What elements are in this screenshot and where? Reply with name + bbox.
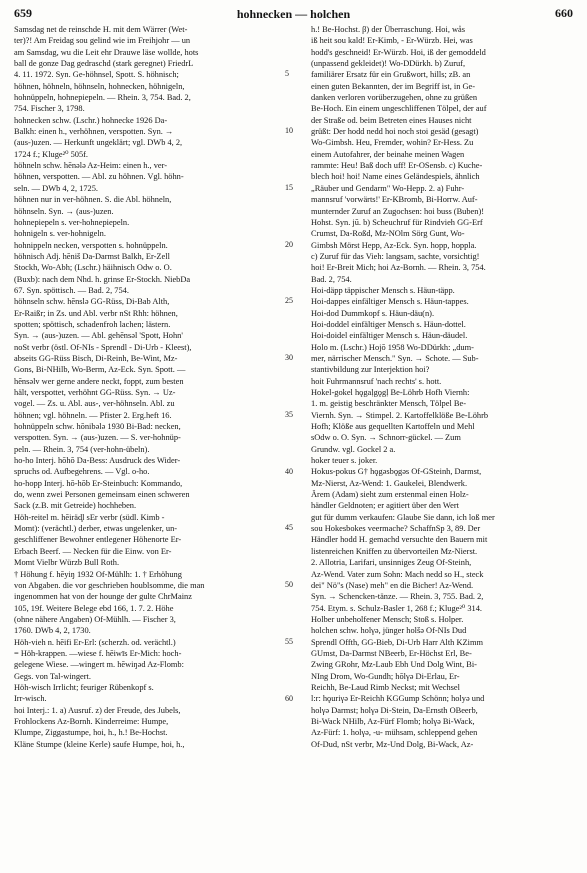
text-line: Kläne Stumpe (kleine Kerle) saufe Humpe, hoi, h., [14,739,185,749]
text-line: Bad. 2, 754. [311,274,352,284]
line-number: 50 [285,580,293,590]
left-column [14,24,276,750]
text-line: händler Geldnoten; er agitiert über den Wert [311,501,460,511]
line-number-gutter [279,24,307,864]
text-line: (unpassend gekleidet)! Wo-DDürkh. b) Zuruf, [311,59,466,69]
text-line: Crumst, Da-Roßd, Mz-NOlm Sörg Gunt, Wo- [311,229,465,239]
text-line: blech hoi! hoi! Name eines Geländespiels, ähnlich [311,172,480,182]
text-line: ter)?! Am Freidag sou gelind wie im Freihjohr — un [14,36,191,46]
left-page-number: 659 [14,6,32,20]
line-number: 45 [285,523,293,533]
text-line: 1724 f.; Kluge²⁰ 505f. [14,149,89,159]
text-line: ball de gonze Dag gedraschd (stark geregnet) FriedrL [14,59,194,69]
text-line: Hoi-däpp täppischer Mensch s. Häun-täpp. [311,285,455,295]
text-line: = Höh-krappen. —wiese f. hēiwīs Er-Mich: hoch- [14,648,182,658]
text-line: hoi Interj.: 1. a) Ausruf. z) der Freude, des Jubels, [14,705,181,715]
text-line: 4. 11. 1972. Syn. Ge-höhnsel, Spott. S. höhnisch; [14,70,179,80]
text-line: verspotten. Syn. → (aus-)uzen. — S. ver-hohnüp- [14,433,181,443]
text-line: 1. m. geistig beschränkter Mensch, Tölpel Be- [311,399,466,409]
line-number: 10 [285,126,293,136]
line-number: 5 [285,69,289,79]
text-line: Balkh: einen h., verhöhnen, verspotten. Syn. → [14,127,174,137]
text-line: spotten; spöttisch, schadenfroh lachen; lästern. [14,319,171,329]
text-line: Grundw. vgl. Gockel 2 a. [311,444,396,454]
text-line: c) Zuruf für das Vieh: langsam, sachte, vorsichtig! [311,251,480,261]
text-line: gelegene Wiese. —wingert m. hēwiŋǝd Az-Flomb: [14,660,184,670]
text-line: (ohne nähere Angaben) Of-Mühlh. — Fischer 3, [14,614,176,624]
text-line: höhnen; vgl. höhneln. — Pfister 2. Erg.heft 16. [14,410,172,420]
text-line: Viernh. Syn. → Stimpel. 2. Kartoffelklöße Be-Löhrb [311,410,489,420]
text-line: der Straße od. beim Betreten eines Hauses nicht [311,115,472,125]
text-line: Höh-wisch Irrlicht; feuriger Rübenkopf s. [14,682,154,692]
text-line: höhnisch Adj. hēniš Da-Darmst Balkh, Er-Zell [14,251,170,261]
text-line: dei" Nö"s (Nase) meh" en die Bicher! Az-Wend. [311,580,474,590]
text-line: Hoi-doddel einfältiger Mensch s. Häun-dottel. [311,319,466,329]
text-line: „Räuber und Gendarm" Wo-Hepp. 2. a) Fuhr- [311,183,465,193]
text-line: 67. Syn. spöttisch. — Bad. 2, 754. [14,285,129,295]
text-line: Hoi-dappes einfältiger Mensch s. Häun-tappes. [311,297,469,307]
text-line: Momt Vielbr Würzb Bull Roth. [14,558,120,568]
text-line: hodd's geschneid! Er-Würzb. Hoi, iß der gemoddeld [311,47,486,57]
text-line: Sack (z.B. mit Getreide) hochheben. [14,501,137,511]
text-line: höhnen, höhneln, höhnseln, hohnecken, höhnigeln, [14,81,185,91]
text-line: peln. — Rhein. 3, 754 (ver-hohn-übeln). [14,444,150,454]
text-line: von Abgaben. die vor geschrieben houblsomme, die man [14,580,205,590]
text-line: Hokus-pokus G† hǫgəsbǫgəs Of-GSteinh, Darmst, [311,467,482,477]
text-line: 1760. DWb 4, 2, 1730. [14,626,91,636]
text-line: Be-Hoch. Ein einem ungeschliffenen Tölpel, der auf [311,104,487,114]
text-line: höhnseln schw. hēnslǝ GG-Rüss, Di-Bab Alth, [14,297,170,307]
text-line: einen guten Bekannten, der im Begriff ist, in Ge- [311,81,476,91]
text-line: hält, verspottet, verhöhnt GG-Rüss. Syn. → Uz- [14,388,176,397]
text-line: hohnecken schw. (Lschr.) hohnecke 1926 Da- [14,115,168,125]
text-line: hohnüppeln schw. hōnibəlǝ 1930 Bi-Bad: necken, [14,422,181,432]
text-line: hoker teuer s. joker. [311,456,378,466]
text-line: Mz-Nierst, Az-Wend: 1. Gaukelei, Blendwerk. [311,478,468,488]
text-line: gut für dumm verkaufen: Glaube Sie dann, ich loß mer [311,512,495,522]
text-line: am Samsdag, wu die Leit ehr Drauwe läse wollde, hots [14,47,199,57]
text-line: abseits GG-Rüss Bisch, Di-Reinh, Be-Wint, Mz- [14,353,178,363]
line-number: 15 [285,182,293,192]
text-line: † Höhung f. hēyiŋ 1932 Of-Mühlh: 1. † Erhöhung [14,569,182,579]
text-line: Syn. → (aus-)uzen. — Abl. gehēnsǝl 'Spott, Hohn' [14,331,183,341]
text-line: Hoi-dod Dummkopf s. Häun-däu(n). [311,308,435,318]
text-line: h.! Be-Hochst. β) der Überraschung. Hoi, wås [311,25,466,34]
text-line: Wo-Gimbsh. Heu, Fremder, wohin? Er-Hess. Zu [311,138,474,148]
text-line: höhneln schw. hēnəlǝ Az-Heim: einen h., ver- [14,161,168,171]
text-line: holγǝ Darmst; holγǝ Di-Stein, Da-Ernsth OBeerb, [311,705,478,715]
text-line: Samsdag net de reinschde H. mit dem Wärrer (Wet- [14,25,188,34]
text-line: 754. Fischer 3, 1798. [14,104,85,114]
text-line: Of-Dud, nSt verbr, Mz-Und Dolg, Bi-Wack, Az- [311,739,474,749]
text-line: hoi! Er-Breit Mich; hoi Az-Bornh. — Rhein. 3, 754. [311,263,486,273]
text-line: (Buxb): nach dem Nhd. h. grinse Er-Stockh. NiebDa [14,274,191,284]
text-line: do, wenn zwei Personen gemeinsam einen schweren [14,490,190,500]
text-line: 2. Allotria, Larifari, unsinniges Zeug Of-Steinh, [311,558,472,568]
text-line: listenreichen Kniffen zu übervorteilen Mz-Nierst. [311,546,478,556]
text-line: Höh-reitel m. hēiräd̥l sEr verbr (südl. Kimb - [14,512,165,522]
text-line: ho-hopp Interj. hō-hōb Er-Steinbuch: Kommando, [14,478,183,488]
text-line: 754. Etym. s. Schulz-Basler 1, 268 f.; Kluge²⁰ 314. [311,603,483,613]
text-line: spruchs od. Aufbegehrens. — Vgl. o-ho. [14,467,150,477]
line-number: 55 [285,636,293,646]
text-line: geschliffener Bewohner entlegener Höhenorte Er- [14,535,182,545]
line-number: 30 [285,353,293,363]
text-line: Holber unbeholfener Mensch; Stoß s. Holper. [311,614,464,624]
text-line: Händler hodd H. gemachd versuchte den Bauern mit [311,535,488,545]
text-line: (aus-)uzen. — Herkunft ungeklärt; vgl. DWb 4, 2, [14,138,183,148]
right-page-number: 660 [555,6,573,20]
text-line: grüßt: Der hodd nedd hoi noch stoi gesäd (gesagt) [311,127,479,137]
text-line: Sprendl Offth, GG-Bieb, Di-Urb Harr Alth KZimm [311,637,483,647]
text-line: Irr-wisch. [14,694,47,704]
text-line: 105, 19f. Weitere Belege ebd 166, 1. 7. 2. Höhe [14,603,174,613]
text-line: hohnigeln s. ver-hohnigeln. [14,229,106,239]
text-line: iß heit sou kald! Er-Kimb, - Er-Würzb. Hei, was [311,36,473,46]
text-line: einem Autofahrer, der beinahe meinen Wagen [311,149,465,159]
text-line: höhnen nur in ver-höhnen. S. die Abl. höhneln, [14,195,172,205]
text-line: stantivbildung zur Interjektion hoi? [311,365,430,375]
text-line: Hohst. Syn. jū. b) Scheuchruf für Rindvieh GG-Erf [311,217,483,227]
text-line: Gimbsh Mörst Hepp, Az-Eck. Syn. hopp, hoppla. [311,240,477,250]
text-line: holchen schw. holγǝ, jünger holšǝ Of-NIs Dud [311,626,467,636]
line-number: 25 [285,296,293,306]
right-column [311,24,573,750]
text-line: familiärer Ersatz für ein Grußwort, hills; zB. an [311,70,471,80]
text-line: danken verloren vorüberzugehen, ohne zu grüßen [311,93,478,103]
text-line: hohnüppeln, hohnepiepeln. — Rhein. 3, 754. Bad. 2, [14,93,191,103]
text-line: Az-Fürf: 1. holγǝ, -u- mühsam, schleppend gehen [311,728,478,738]
text-line: munternder Zuruf an Zugochsen: hoi buss (Buben)! [311,206,485,216]
text-line: Momt): (verächtl.) derber, etwas ungelenker, un- [14,524,178,534]
text-line: Gegs. von Tal-wingert. [14,671,91,681]
text-line: höhnen, verspotten. — Abl. zu höhnen. Vgl. höhn- [14,172,184,182]
text-line: ho-ho Interj. hōhō Da-Bess: Ausdruck des Wider- [14,456,181,466]
text-line: Hokel-gokel hǫgaḷgǫgḷ Be-Löhrb Hofh Viernh: [311,388,470,397]
text-line: Az-Wend. Vater zum Sohn: Mach nedd so H., steck [311,569,484,579]
running-head: hohnecken — holchen [236,7,351,21]
text-line: ingenommen hat von der houngе der gulte ChrMainz [14,592,192,602]
text-line: Stockh, Wo-Abh; (Lschr.) häihnisch Odw o. O. [14,263,172,273]
text-line: sou Hokesbokes veermache? SchaffnSp 3, 89. Der [311,524,481,534]
text-line: rammte: Heu! Baß doch uff! Er-OSensb. c) Kuche- [311,161,483,171]
text-line: mer, närrischer Mensch." Syn. → Schote. — Sub- [311,353,479,363]
text-line: höhnseln. Syn. → (aus-)uzen. [14,206,114,216]
text-line: hohnippeln necken, verspotten s. hohnüppeln. [14,240,168,250]
line-number: 20 [285,239,293,249]
line-number: 60 [285,693,293,703]
text-line: Ärem (Adam) sieht zum erstenmal einen Holz- [311,490,469,500]
text-line: sOdw o. O. Syn. → Schnorr-gückel. — Zum [311,433,461,443]
line-number: 40 [285,466,293,476]
text-line: hohnepiepeln s. ver-hohnepiepeln. [14,217,130,227]
text-line: Hofh; Klöße aus gequellten Kartoffeln und Mehl [311,422,475,432]
text-line: Er-Raißr; in Zs. und Abl. verbr nSt Rhh: höhnen, [14,308,178,318]
text-line: NIng Drom, Wo-Gundh; hōlγǝ Di-Erlau, Er- [311,671,460,681]
text-line: Gons, Bi-NHilb, Wo-Berm, Az-Eck. Syn. Spott. — [14,365,186,375]
text-line: Frohlockens Az-Bornh. Kinderreime: Humpe, [14,716,169,726]
text-line: mannsruf 'vorwärts!' Er-KBromb, Bi-Horrw. Auf- [311,195,478,205]
text-line: Holo m. (Lschr.) Hojō 1958 Wo-DDürkh: „dum- [311,342,474,352]
text-line: Reichh, Be-Laud Rimb Neckst; mit Wechsel [311,682,460,692]
text-line: hēnsəlv wer gerne andere neckt, foppt, zum besten [14,376,184,386]
text-line: Bi-Wack NHilb, Az-Fürf Flomb; holγǝ Bi-Wack, [311,716,475,726]
line-number: 35 [285,409,293,419]
text-line: Höh-vieh n. hēifi Er-Erl: (scherzh. od. verächtl.) [14,637,176,647]
text-line: l:r: hǫuriγǝ Er-Reichh KGGump Schönn; holyǝ und [311,694,485,704]
text-line: seln. — DWb 4, 2, 1725. [14,183,98,193]
text-line: noSt verbr (östl. Of-NIs - Sprendl - Di-Urb - Kleest), [14,342,192,352]
text-line: Zwing GRohr, Mz-Laub Ebh Und Dolg Wint, Bi- [311,660,477,670]
text-line: Klumpe, Ziggastumpe, hoi, h., h.! Be-Hochst. [14,728,168,738]
text-line: hoit Fuhrmannsruf 'nach rechts' s. hott. [311,376,442,386]
text-line: GUmst, Da-Darmst NBeerb, Er-Höchst Erl, Be- [311,648,472,658]
page-header [14,6,573,24]
text-line: Hoi-doidel einfältiger Mensch s. Häun-däudel. [311,331,468,341]
text-line: Erbach Beerf. — Necken für die Einw. von Er- [14,546,172,556]
text-line: Syn. → Schencken-tänze. — Rhein. 3, 755. Bad. 2, [311,592,484,602]
text-line: vogel. — Zs. u. Abl. aus-, ver-höhnseln. Abl. zu [14,399,175,409]
